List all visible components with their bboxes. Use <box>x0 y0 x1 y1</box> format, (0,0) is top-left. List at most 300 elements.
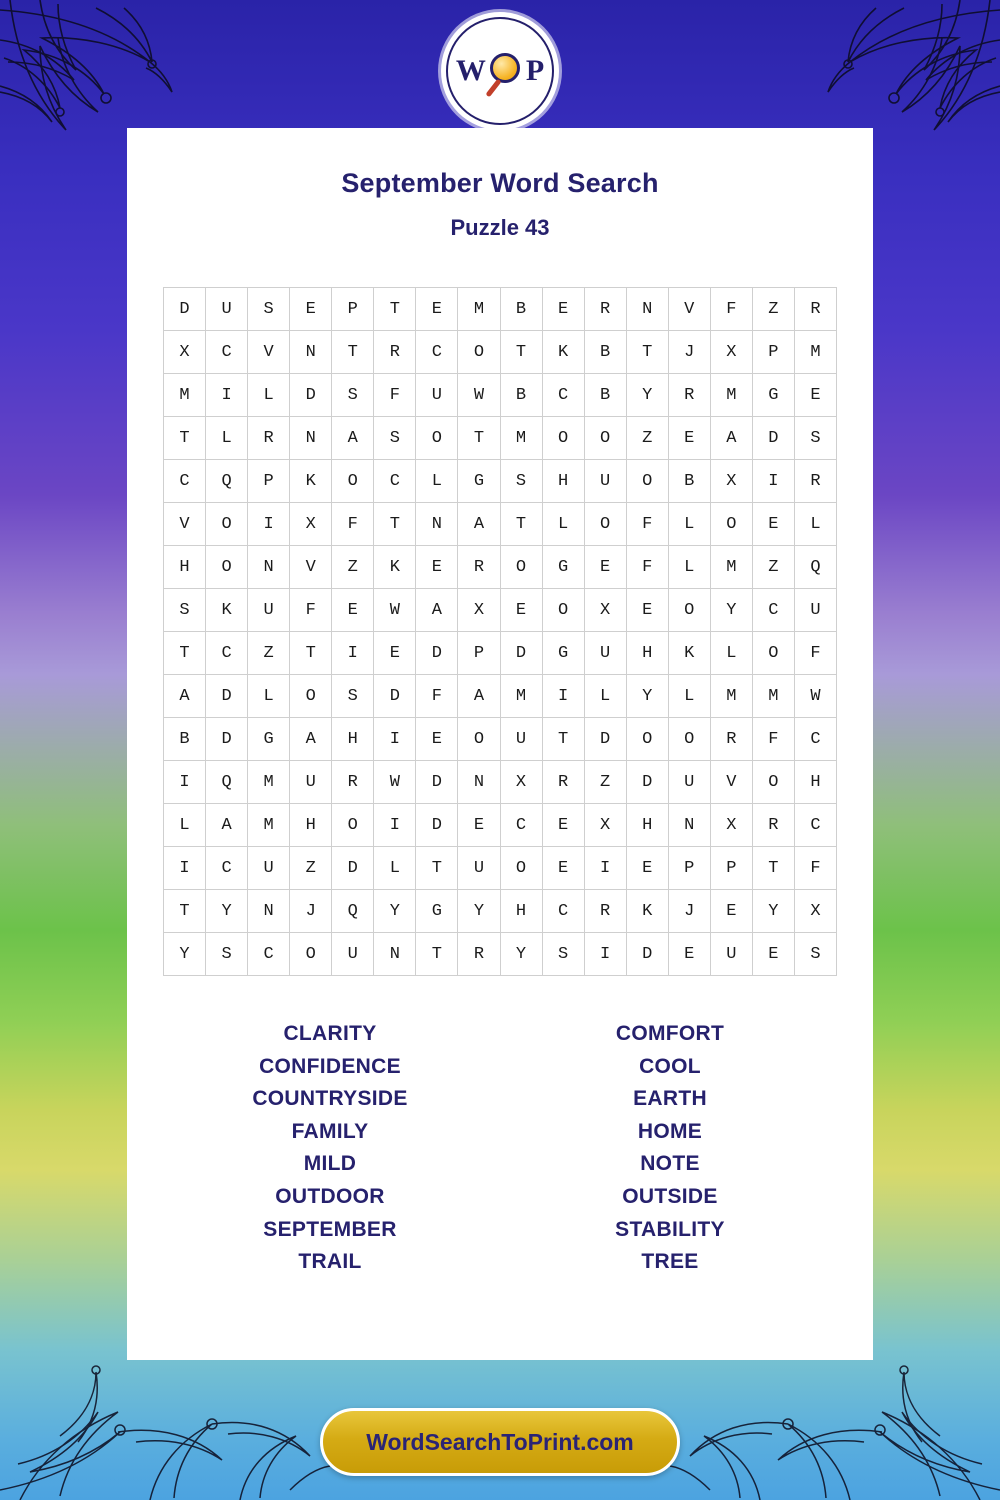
grid-cell[interactable]: E <box>458 804 500 847</box>
grid-cell[interactable]: I <box>206 374 248 417</box>
grid-cell[interactable]: O <box>290 933 332 976</box>
grid-cell[interactable]: U <box>710 933 752 976</box>
grid-cell[interactable]: C <box>500 804 542 847</box>
grid-cell[interactable]: Y <box>500 933 542 976</box>
grid-cell[interactable]: V <box>164 503 206 546</box>
grid-cell[interactable]: H <box>164 546 206 589</box>
grid-cell[interactable]: T <box>500 331 542 374</box>
grid-cell[interactable]: R <box>668 374 710 417</box>
grid-cell[interactable]: O <box>668 718 710 761</box>
grid-cell[interactable]: C <box>752 589 794 632</box>
grid-cell[interactable]: X <box>710 804 752 847</box>
grid-cell[interactable]: M <box>248 761 290 804</box>
grid-cell[interactable]: U <box>332 933 374 976</box>
logo-ring <box>446 17 554 125</box>
grid-cell[interactable]: Z <box>290 847 332 890</box>
logo-letter-p: P <box>525 54 545 87</box>
website-button[interactable] <box>320 1408 680 1476</box>
magnifier-icon <box>488 53 524 89</box>
grid-cell[interactable]: N <box>248 890 290 933</box>
grid-cell[interactable]: C <box>164 460 206 503</box>
grid-cell[interactable]: R <box>794 288 836 331</box>
grid-cell[interactable]: F <box>332 503 374 546</box>
grid-cell[interactable]: A <box>710 417 752 460</box>
grid-cell[interactable]: R <box>458 933 500 976</box>
grid-cell[interactable]: A <box>206 804 248 847</box>
grid-cell[interactable]: U <box>584 632 626 675</box>
grid-cell[interactable]: D <box>332 847 374 890</box>
grid-cell[interactable]: K <box>290 460 332 503</box>
grid-row <box>164 374 837 417</box>
word-list-item[interactable]: SEPTEMBER <box>263 1217 397 1241</box>
grid-cell[interactable]: T <box>374 503 416 546</box>
grid-cell[interactable]: U <box>248 589 290 632</box>
grid-cell[interactable]: R <box>584 288 626 331</box>
grid-cell[interactable]: X <box>290 503 332 546</box>
grid-cell[interactable]: X <box>584 589 626 632</box>
grid-cell[interactable]: O <box>668 589 710 632</box>
grid-cell[interactable]: L <box>248 374 290 417</box>
word-list-item[interactable]: TRAIL <box>298 1250 362 1274</box>
grid-cell[interactable]: E <box>542 288 584 331</box>
grid-cell[interactable]: S <box>248 288 290 331</box>
word-list-item[interactable]: NOTE <box>640 1152 700 1176</box>
grid-cell[interactable]: B <box>584 374 626 417</box>
grid-cell[interactable]: C <box>416 331 458 374</box>
grid-cell[interactable]: O <box>710 503 752 546</box>
grid-cell[interactable]: E <box>752 933 794 976</box>
grid-cell[interactable]: O <box>332 460 374 503</box>
word-list-item[interactable]: COMFORT <box>615 1022 725 1045</box>
grid-cell[interactable]: Y <box>374 890 416 933</box>
grid-cell[interactable]: D <box>416 632 458 675</box>
grid-cell[interactable]: Q <box>794 546 836 589</box>
grid-cell[interactable]: R <box>332 761 374 804</box>
grid-cell[interactable]: O <box>752 632 794 675</box>
word-list-item[interactable]: EARTH <box>633 1087 707 1111</box>
grid-cell[interactable]: X <box>584 804 626 847</box>
grid-cell[interactable]: F <box>290 589 332 632</box>
grid-cell[interactable]: O <box>458 718 500 761</box>
grid-cell[interactable]: S <box>374 417 416 460</box>
grid-cell[interactable]: L <box>668 503 710 546</box>
grid-cell[interactable]: M <box>458 288 500 331</box>
grid-cell[interactable]: O <box>626 460 668 503</box>
grid-cell[interactable]: R <box>458 546 500 589</box>
grid-cell[interactable]: W <box>458 374 500 417</box>
grid-cell[interactable]: H <box>626 804 668 847</box>
grid-cell[interactable]: D <box>416 761 458 804</box>
grid-row <box>164 933 837 976</box>
grid-cell[interactable]: U <box>206 288 248 331</box>
grid-cell[interactable]: E <box>416 288 458 331</box>
grid-cell[interactable]: F <box>374 374 416 417</box>
grid-cell[interactable]: Y <box>752 890 794 933</box>
grid-cell[interactable]: A <box>458 675 500 718</box>
grid-row <box>164 761 837 804</box>
grid-cell[interactable]: L <box>794 503 836 546</box>
grid-cell[interactable]: G <box>416 890 458 933</box>
grid-cell[interactable]: E <box>626 589 668 632</box>
grid-cell[interactable]: M <box>710 374 752 417</box>
grid-cell[interactable]: G <box>542 632 584 675</box>
word-list-left-column <box>180 1018 480 1279</box>
grid-cell[interactable]: G <box>542 546 584 589</box>
grid-cell[interactable]: I <box>542 675 584 718</box>
grid-cell[interactable]: N <box>626 288 668 331</box>
grid-cell[interactable]: O <box>332 804 374 847</box>
grid-cell[interactable]: B <box>584 331 626 374</box>
grid-cell[interactable]: F <box>416 675 458 718</box>
grid-cell[interactable]: I <box>248 503 290 546</box>
grid-cell[interactable]: L <box>374 847 416 890</box>
grid-cell[interactable]: H <box>794 761 836 804</box>
grid-cell[interactable]: O <box>500 546 542 589</box>
grid-cell[interactable]: T <box>416 847 458 890</box>
grid-cell[interactable]: S <box>206 933 248 976</box>
grid-cell[interactable]: D <box>584 718 626 761</box>
grid-cell[interactable]: U <box>794 589 836 632</box>
grid-cell[interactable]: D <box>206 718 248 761</box>
word-list-item[interactable]: OUTSIDE <box>622 1184 718 1208</box>
grid-cell[interactable]: E <box>332 589 374 632</box>
grid-cell[interactable]: P <box>332 288 374 331</box>
grid-cell[interactable]: C <box>206 632 248 675</box>
grid-cell[interactable]: E <box>710 890 752 933</box>
grid-cell[interactable]: T <box>164 890 206 933</box>
grid-cell[interactable]: L <box>164 804 206 847</box>
grid-cell[interactable]: F <box>710 288 752 331</box>
grid-cell[interactable]: Z <box>752 288 794 331</box>
grid-cell[interactable]: S <box>164 589 206 632</box>
grid-cell[interactable]: C <box>374 460 416 503</box>
word-list-item[interactable]: COOL <box>639 1054 701 1078</box>
grid-cell[interactable]: K <box>206 589 248 632</box>
grid-cell[interactable]: F <box>794 847 836 890</box>
grid-cell[interactable]: O <box>206 503 248 546</box>
grid-cell[interactable]: P <box>458 632 500 675</box>
grid-cell[interactable]: E <box>752 503 794 546</box>
grid-cell[interactable]: D <box>626 933 668 976</box>
grid-cell[interactable]: M <box>752 675 794 718</box>
grid-cell[interactable]: D <box>290 374 332 417</box>
grid-cell[interactable]: K <box>668 632 710 675</box>
grid-cell[interactable]: Q <box>206 460 248 503</box>
grid-cell[interactable]: U <box>584 460 626 503</box>
grid-cell[interactable]: U <box>668 761 710 804</box>
grid-cell[interactable]: Z <box>584 761 626 804</box>
grid-cell[interactable]: J <box>668 890 710 933</box>
corner-ornament-bottom-left <box>0 1340 330 1500</box>
grid-row <box>164 890 837 933</box>
page-title: September Word Search <box>341 168 659 198</box>
word-list-item[interactable]: CLARITY <box>283 1022 377 1045</box>
grid-cell[interactable]: L <box>584 675 626 718</box>
grid-cell[interactable]: O <box>584 417 626 460</box>
grid-row <box>164 675 837 718</box>
grid-cell[interactable]: C <box>542 374 584 417</box>
grid-cell[interactable]: X <box>794 890 836 933</box>
grid-cell[interactable]: U <box>248 847 290 890</box>
grid-row <box>164 288 837 331</box>
grid-cell[interactable]: Z <box>626 417 668 460</box>
grid-cell[interactable]: V <box>668 288 710 331</box>
grid-cell[interactable]: Y <box>206 890 248 933</box>
word-list-item[interactable]: TREE <box>641 1250 699 1274</box>
grid-cell[interactable]: S <box>332 374 374 417</box>
grid-cell[interactable]: S <box>332 675 374 718</box>
word-search-grid <box>163 287 837 976</box>
website-label: WordSearchToPrint.com <box>366 1428 634 1455</box>
grid-cell[interactable]: G <box>752 374 794 417</box>
grid-cell[interactable]: T <box>752 847 794 890</box>
grid-cell[interactable]: T <box>500 503 542 546</box>
grid-cell[interactable]: E <box>668 933 710 976</box>
grid-cell[interactable]: F <box>626 546 668 589</box>
grid-cell[interactable]: Y <box>710 589 752 632</box>
grid-cell[interactable]: I <box>164 761 206 804</box>
grid-cell[interactable]: I <box>332 632 374 675</box>
grid-cell[interactable]: X <box>710 331 752 374</box>
grid-row <box>164 546 837 589</box>
grid-cell[interactable]: N <box>290 417 332 460</box>
grid-cell[interactable]: T <box>332 331 374 374</box>
grid-cell[interactable]: R <box>794 460 836 503</box>
word-list-item[interactable]: STABILITY <box>615 1217 725 1241</box>
grid-cell[interactable]: R <box>584 890 626 933</box>
grid-cell[interactable]: G <box>248 718 290 761</box>
grid-cell[interactable]: M <box>500 675 542 718</box>
grid-cell[interactable]: O <box>206 546 248 589</box>
grid-cell[interactable]: L <box>668 546 710 589</box>
grid-cell[interactable]: E <box>416 546 458 589</box>
grid-cell[interactable]: M <box>248 804 290 847</box>
word-list-item[interactable]: HOME <box>637 1119 703 1143</box>
grid-cell[interactable]: K <box>542 331 584 374</box>
grid-cell[interactable]: O <box>584 503 626 546</box>
grid-cell[interactable]: U <box>416 374 458 417</box>
grid-cell[interactable]: N <box>416 503 458 546</box>
grid-row <box>164 331 837 374</box>
word-list-item[interactable]: OUTDOOR <box>275 1184 385 1208</box>
grid-cell[interactable]: O <box>542 589 584 632</box>
grid-cell[interactable]: R <box>752 804 794 847</box>
grid-cell[interactable]: V <box>290 546 332 589</box>
grid-cell[interactable]: G <box>458 460 500 503</box>
grid-cell[interactable]: M <box>500 417 542 460</box>
grid-cell[interactable]: M <box>794 331 836 374</box>
grid-cell[interactable]: N <box>290 331 332 374</box>
grid-cell[interactable]: A <box>164 675 206 718</box>
grid-cell[interactable]: N <box>458 761 500 804</box>
word-list-item[interactable]: MILD <box>303 1152 357 1176</box>
grid-cell[interactable]: H <box>332 718 374 761</box>
grid-cell[interactable]: L <box>248 675 290 718</box>
grid-cell[interactable]: C <box>248 933 290 976</box>
grid-cell[interactable]: Z <box>332 546 374 589</box>
logo-letter-w: W <box>455 54 486 87</box>
grid-cell[interactable]: B <box>668 460 710 503</box>
grid-cell[interactable]: D <box>416 804 458 847</box>
grid-cell[interactable]: P <box>710 847 752 890</box>
grid-cell[interactable]: Y <box>626 675 668 718</box>
grid-cell[interactable]: A <box>290 718 332 761</box>
grid-cell[interactable]: T <box>416 933 458 976</box>
grid-cell[interactable]: Y <box>626 374 668 417</box>
grid-cell[interactable]: X <box>458 589 500 632</box>
word-list-item[interactable]: CONFIDENCE <box>259 1054 401 1078</box>
grid-cell[interactable]: E <box>416 718 458 761</box>
grid-cell[interactable]: L <box>710 632 752 675</box>
grid-cell[interactable]: R <box>710 718 752 761</box>
grid-cell[interactable]: O <box>290 675 332 718</box>
grid-cell[interactable]: R <box>374 331 416 374</box>
grid-cell[interactable]: D <box>500 632 542 675</box>
grid-cell[interactable]: O <box>458 331 500 374</box>
grid-cell[interactable]: L <box>206 417 248 460</box>
grid-cell[interactable]: D <box>206 675 248 718</box>
grid-cell[interactable]: F <box>794 632 836 675</box>
grid-cell[interactable]: N <box>374 933 416 976</box>
grid-cell[interactable]: W <box>794 675 836 718</box>
grid-cell[interactable]: T <box>458 417 500 460</box>
grid-cell[interactable]: H <box>500 890 542 933</box>
grid-cell[interactable]: E <box>542 847 584 890</box>
word-list-right-column <box>520 1018 820 1279</box>
grid-cell[interactable]: I <box>752 460 794 503</box>
grid-cell[interactable]: Q <box>206 761 248 804</box>
grid-cell[interactable]: O <box>626 718 668 761</box>
letter-grid-table <box>163 287 837 976</box>
grid-row <box>164 632 837 675</box>
grid-cell[interactable]: H <box>626 632 668 675</box>
grid-cell[interactable]: Y <box>458 890 500 933</box>
word-list-item[interactable]: COUNTRYSIDE <box>252 1087 408 1111</box>
grid-cell[interactable]: R <box>542 761 584 804</box>
grid-cell[interactable]: I <box>164 847 206 890</box>
puzzle-number: Puzzle 43 <box>450 215 550 240</box>
grid-cell[interactable]: E <box>290 288 332 331</box>
grid-cell[interactable]: K <box>626 890 668 933</box>
grid-cell[interactable]: O <box>542 417 584 460</box>
grid-cell[interactable]: P <box>248 460 290 503</box>
grid-cell[interactable]: Z <box>248 632 290 675</box>
grid-cell[interactable]: L <box>668 675 710 718</box>
grid-cell[interactable]: Z <box>752 546 794 589</box>
grid-cell[interactable]: T <box>542 718 584 761</box>
grid-cell[interactable]: C <box>542 890 584 933</box>
grid-cell[interactable]: D <box>164 288 206 331</box>
grid-cell[interactable]: E <box>794 374 836 417</box>
grid-cell[interactable]: M <box>164 374 206 417</box>
grid-cell[interactable]: H <box>290 804 332 847</box>
grid-cell[interactable]: S <box>794 417 836 460</box>
grid-cell[interactable]: B <box>500 288 542 331</box>
grid-cell[interactable]: I <box>374 718 416 761</box>
grid-cell[interactable]: N <box>668 804 710 847</box>
grid-cell[interactable]: T <box>290 632 332 675</box>
grid-cell[interactable]: C <box>206 331 248 374</box>
grid-cell[interactable]: U <box>500 718 542 761</box>
grid-cell[interactable]: P <box>752 331 794 374</box>
grid-cell[interactable]: O <box>416 417 458 460</box>
grid-row <box>164 718 837 761</box>
grid-cell[interactable]: X <box>164 331 206 374</box>
grid-cell[interactable]: E <box>584 546 626 589</box>
grid-cell[interactable]: U <box>290 761 332 804</box>
grid-cell[interactable]: E <box>500 589 542 632</box>
grid-cell[interactable]: U <box>458 847 500 890</box>
grid-cell[interactable]: D <box>626 761 668 804</box>
grid-cell[interactable]: T <box>626 331 668 374</box>
grid-cell[interactable]: E <box>374 632 416 675</box>
grid-cell[interactable]: O <box>500 847 542 890</box>
grid-cell[interactable]: Q <box>332 890 374 933</box>
grid-cell[interactable]: D <box>752 417 794 460</box>
grid-cell[interactable]: J <box>668 331 710 374</box>
grid-cell[interactable]: D <box>374 675 416 718</box>
grid-cell[interactable]: I <box>584 933 626 976</box>
grid-row <box>164 804 837 847</box>
grid-cell[interactable]: A <box>332 417 374 460</box>
grid-cell[interactable]: S <box>794 933 836 976</box>
grid-row <box>164 460 837 503</box>
grid-cell[interactable]: M <box>710 546 752 589</box>
grid-cell[interactable]: L <box>416 460 458 503</box>
grid-cell[interactable]: F <box>626 503 668 546</box>
grid-cell[interactable]: E <box>542 804 584 847</box>
grid-cell[interactable]: T <box>164 417 206 460</box>
grid-cell[interactable]: T <box>164 632 206 675</box>
grid-cell[interactable]: T <box>374 288 416 331</box>
grid-cell[interactable]: J <box>290 890 332 933</box>
grid-cell[interactable]: E <box>668 417 710 460</box>
grid-cell[interactable]: B <box>500 374 542 417</box>
grid-cell[interactable]: R <box>248 417 290 460</box>
grid-cell[interactable]: F <box>752 718 794 761</box>
grid-cell[interactable]: M <box>710 675 752 718</box>
grid-cell[interactable]: X <box>500 761 542 804</box>
grid-cell[interactable]: H <box>542 460 584 503</box>
grid-cell[interactable]: I <box>374 804 416 847</box>
grid-cell[interactable]: E <box>626 847 668 890</box>
grid-cell[interactable]: N <box>248 546 290 589</box>
grid-cell[interactable]: W <box>374 761 416 804</box>
grid-cell[interactable]: P <box>668 847 710 890</box>
grid-row <box>164 847 837 890</box>
grid-cell[interactable]: C <box>206 847 248 890</box>
grid-cell[interactable]: W <box>374 589 416 632</box>
grid-cell[interactable]: B <box>164 718 206 761</box>
grid-cell[interactable]: L <box>542 503 584 546</box>
grid-cell[interactable]: I <box>584 847 626 890</box>
corner-ornament-bottom-right <box>670 1340 1000 1500</box>
grid-cell[interactable]: S <box>500 460 542 503</box>
grid-cell[interactable]: A <box>458 503 500 546</box>
grid-cell[interactable]: O <box>752 761 794 804</box>
grid-cell[interactable]: Y <box>164 933 206 976</box>
grid-cell[interactable]: X <box>710 460 752 503</box>
site-logo <box>441 12 559 130</box>
grid-cell[interactable]: K <box>374 546 416 589</box>
grid-cell[interactable]: C <box>794 804 836 847</box>
grid-cell[interactable]: S <box>542 933 584 976</box>
word-list-item[interactable]: FAMILY <box>291 1119 369 1143</box>
grid-cell[interactable]: A <box>416 589 458 632</box>
grid-cell[interactable]: V <box>710 761 752 804</box>
grid-cell[interactable]: C <box>794 718 836 761</box>
grid-cell[interactable]: V <box>248 331 290 374</box>
